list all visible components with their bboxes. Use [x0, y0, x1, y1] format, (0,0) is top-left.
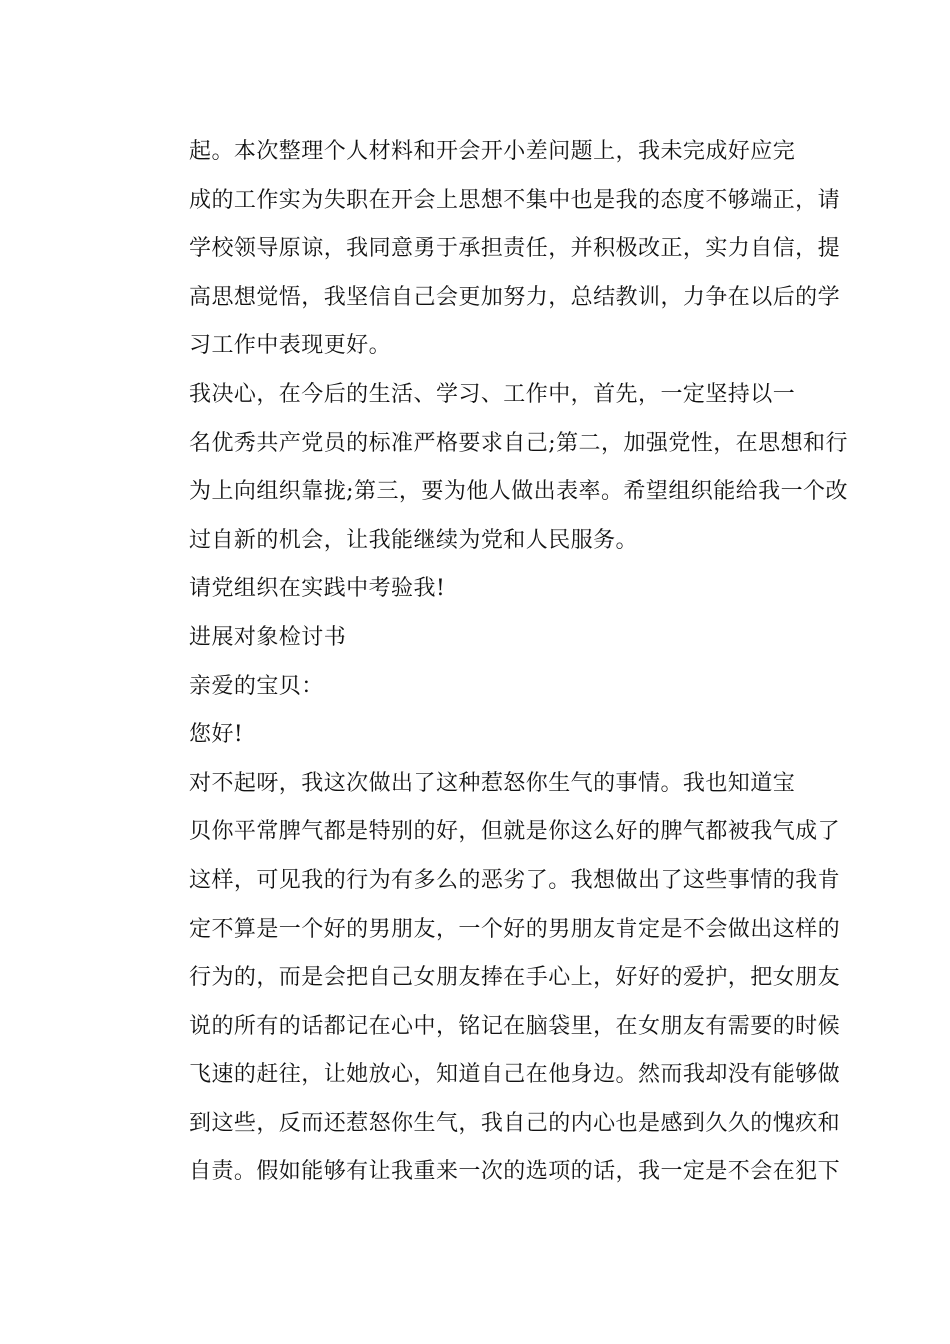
paragraph-apology [145, 760, 841, 1197]
text-line: 请党组织在实践中考验我! [189, 576, 446, 602]
paragraph-self-criticism [145, 128, 841, 371]
letter-salutation [145, 663, 807, 712]
section-heading [145, 614, 807, 663]
letter-greeting [145, 711, 807, 760]
text-line: 说的所有的话都记在心中，铭记在脑袋里，在女朋友有需要的时候 [189, 1013, 841, 1039]
text-line: 进展对象检讨书 [189, 624, 347, 650]
text-line: 行为的，而是会把自己女朋友捧在手心上，好好的爱护，把女朋友 [189, 965, 841, 991]
text-line: 亲爱的宝贝： [189, 673, 324, 699]
text-line: 这样，可见我的行为有多么的恶劣了。我想做出了这些事情的我肯 [189, 867, 841, 893]
text-line: 到这些，反而还惹怒你生气，我自己的内心也是感到久久的愧疚和 [189, 1110, 841, 1136]
text-line: 我决心，在今后的生活、学习、工作中，首先，一定坚持以一 [189, 381, 796, 407]
text-line: 您好! [189, 722, 244, 748]
text-line: 对不起呀，我这次做出了这种惹怒你生气的事情。我也知道宝 [189, 770, 796, 796]
text-line: 飞速的赶往，让她放心，知道自己在他身边。然而我却没有能够做 [189, 1062, 841, 1088]
text-line: 过自新的机会，让我能继续为党和人民服务。 [189, 527, 639, 553]
text-line: 成的工作实为失职在开会上思想不集中也是我的态度不够端正，请 [189, 187, 841, 213]
paragraph-resolution [145, 371, 848, 565]
paragraph-closing-request [145, 565, 807, 614]
text-line: 自责。假如能够有让我重来一次的选项的话，我一定是不会在犯下 [189, 1159, 841, 1185]
text-line: 高思想觉悟，我坚信自己会更加努力，总结教训，力争在以后的学 [189, 284, 841, 310]
text-line: 为上向组织靠拢;第三，要为他人做出表率。希望组织能给我一个改 [189, 479, 848, 505]
text-line: 名优秀共产党员的标准严格要求自己;第二，加强党性，在思想和行 [189, 430, 848, 456]
text-line: 习工作中表现更好。 [189, 333, 392, 359]
text-line: 贝你平常脾气都是特别的好，但就是你这么好的脾气都被我气成了 [189, 819, 841, 845]
document-body [145, 128, 848, 1197]
text-line: 学校领导原谅，我同意勇于承担责任，并积极改正，实力自信，提 [189, 236, 841, 262]
text-line: 定不算是一个好的男朋友，一个好的男朋友肯定是不会做出这样的 [189, 916, 841, 942]
text-line: 起。本次整理个人材料和开会开小差问题上，我未完成好应完 [189, 139, 796, 164]
